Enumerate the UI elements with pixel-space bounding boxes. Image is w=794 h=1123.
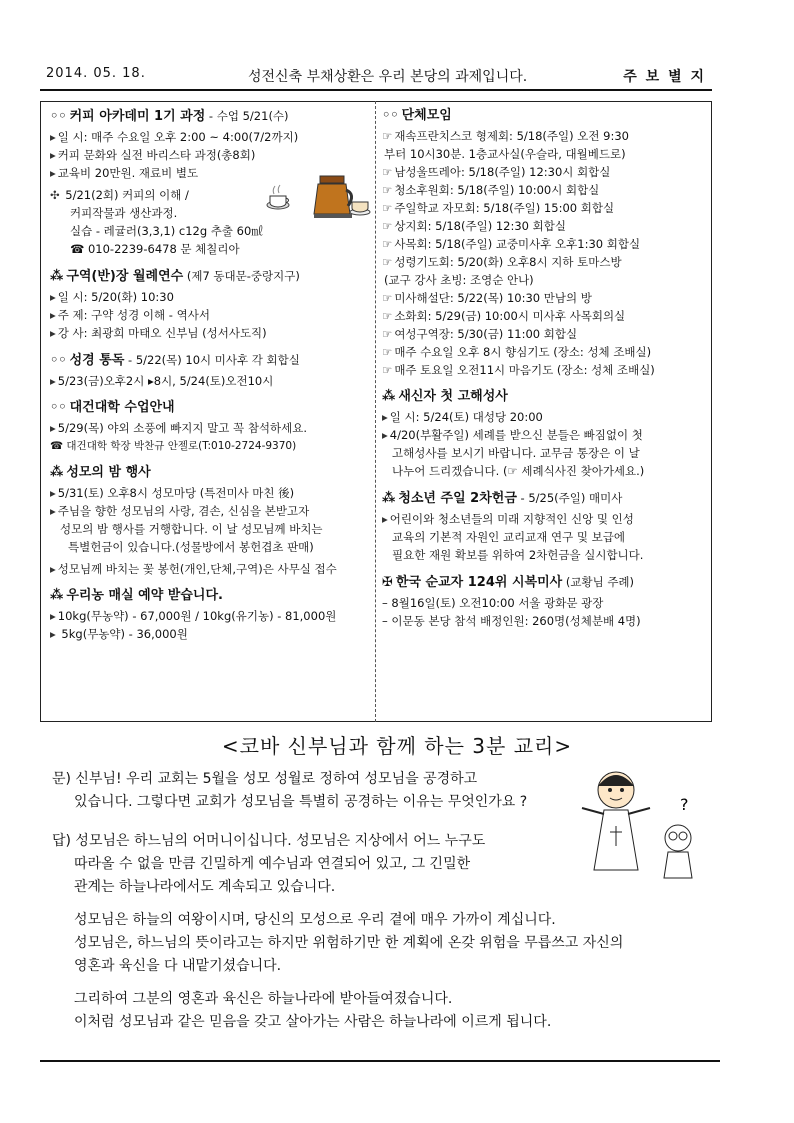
university-section: ◦◦ 대건대학 수업안내 ▸ 5/29(목) 야외 소풍에 빠지지 말고 꼭 참석하세요. ☎ 대건대학 학장 박찬규 안젤로(T:010-2724-9370) [50,400,308,452]
answer-paragraph: 성모님은 하늘의 여왕이시며, 당신의 모성으로 우리 곁에 매우 가까이 계십니다. 성모님은, 하느님의 뜻이라고는 하지만 위험하기만 한 계획에 온갖 위험을 무릅쓰고 자신의 영혼과 육신을 다 내맡기셨습니다. [74,912,624,974]
list-item: ☞ 소화회: 5/29(금) 10:00시 미사후 사목회의실 [382,309,626,323]
cross-icon: ✠ [382,575,393,590]
page-header [40,64,712,88]
list-item: ☞ 청소후원회: 5/18(주일) 10:00시 회합실 [382,183,600,197]
parish-slogan: 성전신축 부채상환은 우리 본당의 과제입니다. [248,69,528,85]
list-item: (교구 강사 초빙: 조영순 안나) [384,273,534,287]
catechism-body [52,768,624,1034]
header-rule [40,89,712,91]
bible-reading-section: ◦◦ 성경 통독 - 5/22(목) 10시 미사후 각 회합실 ▸ 5/23(금)오후2시 ▸8시, 5/24(토)오전10시 [50,353,300,388]
plum-order-section: ⁂ 우리농 매실 예약 받습니다. ▸ 10kg(무농약) - 67,000원 / 10kg(유기농) - 81,000원 ▸ 5kg(무농약) - 36,000원 [50,588,337,641]
bible-study-section: ⁂ 구역(반)장 월례연수 (제7 동대문-중랑지구) ▸ 일 시: 5/20(화) 10:30 ▸ 주 제: 구약 성경 이해 - 역사서 ▸ 강 사: 최광희 마태오 신부님 (성서사도직) [50,269,300,340]
list-item: ☞ 상지회: 5/18(주일) 12:30 회합실 [382,219,566,233]
footer-rule [40,1060,720,1062]
beatification-mass-section: ✠ 한국 순교자 124위 시복미사 (교황님 주례) – 8월16일(토) 오전10:00 서울 광화문 광장 – 이문동 본당 참석 배정인원: 260명(성체분배 4명) [382,575,641,628]
mary-night-section: ⁂ 성모의 밤 행사 ▸ 5/31(토) 오후8시 성모마당 (특전미사 마친 後) ▸ 주님을 향한 성모님의 사랑, 겸손, 신심을 본받고자 성모의 밤 행사를 거행합니다. 이 날 성모님께 바치는 특별헌금이 있습니다.(성물방에서 봉헌겹초 판매) ▸ 성모님께 바치는 꽃 봉헌(개인,단체,구역)은 사무실 접수 [50,465,337,576]
coffee-pot-icon [262,172,372,220]
bulletin-tag: 주 보 별 지 [623,69,706,85]
group-meeting-list [382,127,707,379]
first-confession-section: ⁂ 새신자 첫 고해성사 ▸ 일 시: 5/24(토) 대성당 20:00 ▸ 4/20(부활주일) 세례를 받으신 분들은 빠짐없이 첫 고해성사를 보시기 바랍니다. 교무금 통장은 이 날 나누어 드리겠습니다. (☞ 세례식사진 찾아가세요.) [382,389,645,478]
list-item: ☞ 남성울뜨레아: 5/18(주일) 12:30시 회합실 [382,165,611,179]
priest-cartoon-icon [576,766,706,886]
question: 문) 신부님! 우리 교회는 5월을 성모 성월로 정하여 성모님을 공경하고 있습니다. 그렇다면 교회가 성모님을 특별히 공경하는 이유는 무엇인가요 ? [52,771,528,810]
list-item: ☞ 매주 토요일 오전11시 마음기도 (장소: 성체 조배실) [382,363,655,377]
list-item: ☞ 미사해설단: 5/22(목) 10:30 만남의 방 [382,291,592,305]
list-item: 부터 10시30분. 1층교사실(우슬라, 대월베드로) [384,147,626,161]
answer-paragraph: 그리하여 그분의 영혼과 육신은 하늘나라에 받아들여졌습니다. 이처럼 성모님과 같은 믿음을 갖고 살아가는 사람은 하늘나라에 이르게 됩니다. [74,991,552,1030]
list-item: ☞ 재속프란치스코 형제회: 5/18(주일) 오전 9:30 [382,129,629,143]
list-item: ☞ 사목회: 5/18(주일) 교중미사후 오후1:30 회합실 [382,237,641,251]
group-meetings-section: ◦◦ 단체모임 ☞ 재속프란치스코 형제회: 5/18(주일) 오전 9:30 부터 10시30분. 1층교사실(우슬라, 대월베드로) ☞ 남성울뜨레아: 5/18(주일) 12:30시 회합실 ☞ 청소후원회: 5/18(주일) 10:00시 회합실 ☞ 주일학교 자모회: 5/18(주일) 15:00 회합실 ☞ 상지회: 5/18(주일) 12:30 회합실 ☞ 사목회: 5/18(주일) 교중미사후 오후1:30 회합실 ☞ 성령기도회: 5/20(화) 오후8시 지하 토마스방 (교구 강사 초빙: 조영순 안나) ☞ 미사해설단: 5/22(목) 10:30 만남의 방 ☞ 소화회: 5/29(금) 10:00시 미사후 사목회의실 ☞ 여성구역장: 5/30(금) 11:00 회합실 ☞ 매주 수요일 오후 8시 향심기도 (장소: 성체 조배실) ☞ 매주 토요일 오전11시 마음기도 (장소: 성체 조배실) [382,105,707,379]
section-title: ◦◦ 커피 아카데미 1기 과정 - 수업 5/21(수) [50,109,289,124]
list-item: ☞ 여성구역장: 5/30(금) 11:00 회합실 [382,327,578,341]
youth-collection-section: ⁂ 청소년 주일 2차헌금 - 5/25(주일) 매미사 ▸ 어린이와 청소년들의 미래 지향적인 신앙 및 인성 교육의 기본적 자원인 교리교재 연구 및 보급에 필요한 재원 확보를 위하여 2차헌금을 실시합니다. [382,491,644,562]
list-item: ☞ 매주 수요일 오후 8시 향심기도 (장소: 성체 조배실) [382,345,652,359]
catechism-title: <코바 신부님과 함께 하는 3분 교리> [221,734,573,758]
coffee-academy-section: ◦◦ 커피 아카데미 1기 과정 - 수업 5/21(수) ▸ 일 시: 매주 수요일 오후 2:00 ~ 4:00(7/2까지) ▸ 커피 문화와 실전 바리스타 과정(총8회) ▸ 교육비 20만원. 재료비 별도 ✣ 5/21(2회) 커피의 이해 / 커피작물과 생산과정. 실습 - 레귤러(3,3,1) c12g 추출 60㎖ ☎ 010-2239-6478 문 체칠리아 [50,105,368,258]
column-divider [375,101,376,722]
answer: 답) 성모님은 하느님의 어머니이십니다. 성모님은 지상에서 어느 누구도 따라올 수 없을 만큼 긴밀하게 예수님과 연결되어 있고, 그 긴밀한 관계는 하늘나라에서도 계속되고 있습니다. [52,833,486,895]
svg-text:?: ? [680,795,689,814]
list-item: ☞ 주일학교 자모회: 5/18(주일) 15:00 회합실 [382,201,615,215]
issue-date: 2014. 05. 18. [46,66,146,81]
list-item: ☞ 성령기도회: 5/20(화) 오후8시 지하 토마스방 [382,255,622,269]
right-column [382,105,707,637]
